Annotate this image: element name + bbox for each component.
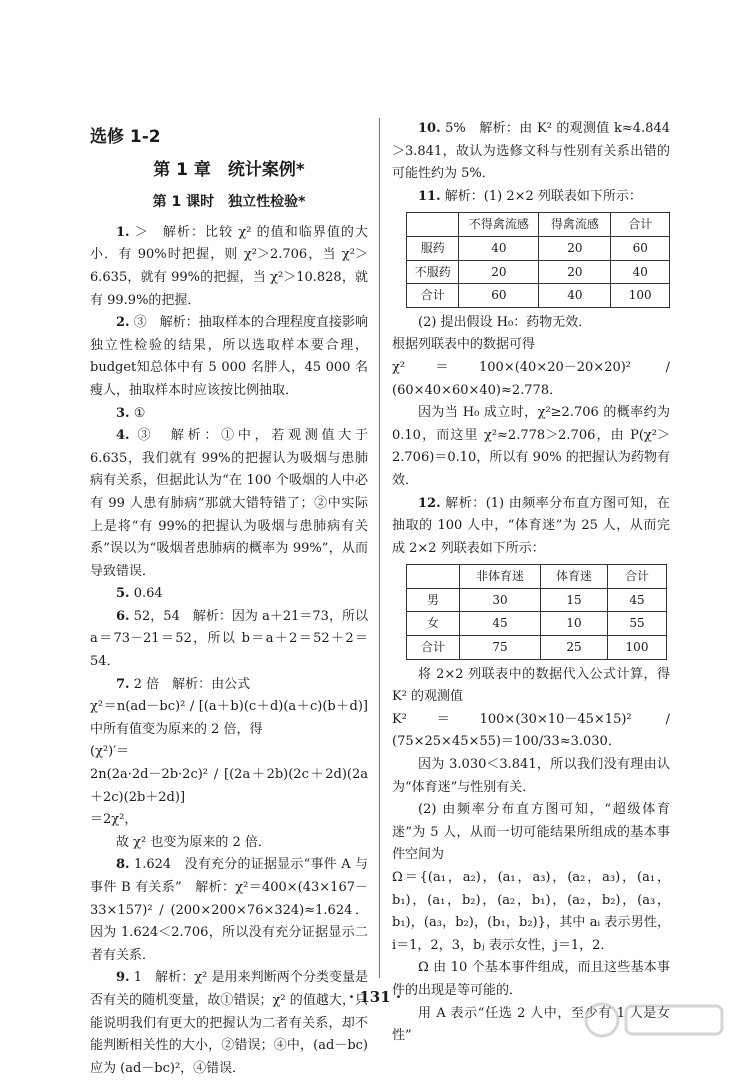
table-cell: 60 <box>459 284 539 308</box>
table-cell: 55 <box>608 612 667 636</box>
answer-7-formula-4: ＝2χ²， <box>90 812 138 828</box>
table-cell: 男 <box>407 588 460 612</box>
contingency-table-sports <box>406 564 667 659</box>
table-cell: 合计 <box>407 284 459 308</box>
table-cell: 40 <box>459 236 539 260</box>
answer-9: 9. 1 解析：χ² 是用来判断两个分类变量是否有关的随机变量，故①错误；χ² 的值越大，只能说明我们有更大的把握认为二者有关系，却不能判断相关性的大小，②错误；④中，(ad－bc) 应为 (ad－bc)²，④错误． <box>90 970 368 1076</box>
right-column <box>392 118 670 1048</box>
answer-1: 1. ＞ 解析：比较 χ² 的值和临界值的大小．有 90%时把握，则 χ²＞2.706，当 χ²＞6.635，就有 99%的把握，当 χ²＞10.828，就有 99.9%的把握． <box>90 224 368 308</box>
table-cell: 20 <box>539 236 611 260</box>
answer-12-formula: K²＝100×(30×10－45×15)² / (75×25×45×55)＝100/33≈3.030． <box>392 711 670 750</box>
table-cell: 100 <box>611 284 670 308</box>
table-row <box>407 612 667 636</box>
table-header-cell: 体育迷 <box>541 565 608 589</box>
table-cell: 20 <box>459 260 539 284</box>
table-cell: 40 <box>611 260 670 284</box>
answer-11: 11. 解析：(1) 2×2 列联表如下所示： <box>418 188 642 204</box>
table-header-cell <box>407 213 459 237</box>
answer-2: 2. ③ 解析：抽取样本的合理程度直接影响独立性检验的结果，所以选取样本要合理，budget知总体中有 5 000 名胖人，45 000 名瘦人，抽取样本时应该按比例抽取． <box>90 315 368 398</box>
table-cell: 45 <box>460 612 541 636</box>
table-cell: 20 <box>539 260 611 284</box>
answer-12-part-5: Ω 由 10 个基本事件组成，而且这些基本事件的出现是等可能的． <box>392 960 670 998</box>
answer-12-sample-space: Ω＝{(a₁，a₂)，(a₁，a₃)，(a₂，a₃)，(a₁，b₁)，(a₁，b₂)，(a₂，b₁)，(a₂，b₂)，(a₃，b₁)，(a₃，b₂)，(b₁，b₂)}，其中 aᵢ 表示男性，i＝1，2，3，bⱼ 表示女性，j＝1，2． <box>392 870 670 953</box>
table-cell: 不服药 <box>407 260 459 284</box>
answer-8: 8. 1.624 没有充分的证据显示“事件 A 与事件 B 有关系” 解析：χ²＝400×(43×167－33×157)² / (200×200×76×324)≈1.624．因为 1.624＜2.706，所以没有充分证据显示二者有关系． <box>90 857 368 963</box>
table-cell: 45 <box>608 588 667 612</box>
answer-12-part-3: 因为 3.030＜3.841，所以我们没有理由认为“体育迷”与性别有关． <box>392 757 670 795</box>
table-row <box>407 260 670 284</box>
page-number: · 131 · <box>348 988 402 1006</box>
table-cell: 40 <box>539 284 611 308</box>
table-row <box>407 636 667 660</box>
table-cell: 30 <box>460 588 541 612</box>
table-header-cell: 非体育迷 <box>460 565 541 589</box>
table-cell: 合计 <box>407 636 460 660</box>
answer-11-part-3: 根据列联表中的数据可得 <box>392 337 536 353</box>
answer-11-part-2: (2) 提出假设 H₀：药物无效． <box>418 314 592 330</box>
watermark-logo <box>582 996 732 1044</box>
table-header-row <box>407 565 667 589</box>
answer-10: 10. 5% 解析：由 K² 的观测值 k≈4.844＞3.841，故认为选修文科与性别有关系出错的可能性约为 5%． <box>392 121 670 182</box>
left-column <box>90 118 368 1080</box>
column-divider <box>379 118 380 978</box>
table-row <box>407 236 670 260</box>
table-cell: 服药 <box>407 236 459 260</box>
answer-7-formula-1: χ²＝n(ad－bc)² / [(a＋b)(c＋d)(a＋c)(b＋d)] 中所有值变为原来的 2 倍，得 <box>90 699 368 737</box>
table-header-cell: 合计 <box>611 213 670 237</box>
table-header-row <box>407 213 670 237</box>
chapter-title: 第 1 章 统计案例* <box>153 159 305 180</box>
table-cell: 15 <box>541 588 608 612</box>
table-header-cell: 不得禽流感 <box>459 213 539 237</box>
answer-12-part-6: 用 A 表示“任选 2 人中，至少有 1 人是女性” <box>392 1005 670 1044</box>
answer-7-formula-2: (χ²)′＝ <box>90 744 130 760</box>
table-row <box>407 284 670 308</box>
answer-12-part-4: (2) 由频率分布直方图可知，“超级体育迷”为 5 人，从而一切可能结果所组成的基本事件空间为 <box>392 802 670 863</box>
section-title: 选修 1-2 <box>90 127 161 147</box>
answer-7-conclusion: 故 χ² 也变为原来的 2 倍． <box>116 834 271 850</box>
answer-12: 12. 解析：(1) 由频率分布直方图可知，在抽取的 100 人中，“体育迷”为 25 人，从而完成 2×2 列联表如下所示： <box>392 495 670 556</box>
lesson-title: 第 1 课时 独立性检验* <box>152 194 306 211</box>
table-cell: 10 <box>541 612 608 636</box>
answer-11-part-4: 因为当 H₀ 成立时，χ²≥2.706 的概率约为 0.10，而这里 χ²≈2.778＞2.706，由 P(χ²＞2.706)＝0.10，所以有 90% 的把握认为药物有效． <box>392 405 670 488</box>
answer-7-formula-3: 2n(2a·2d－2b·2c)² / [(2a＋2b)(2c＋2d)(2a＋2c)(2b＋2d)] <box>90 767 368 805</box>
contingency-table-drug <box>406 212 670 307</box>
table-cell: 25 <box>541 636 608 660</box>
table-row <box>407 588 667 612</box>
answer-4: 4. ③ 解析：①中，若观测值大于 6.635，我们就有 99%的把握认为吸烟与患肺病有关系，但据此认为“在 100 个吸烟的人中必有 99 人患有肺病”那就大错特错了；②中实际上是将“有 99%的把握认为吸烟与患肺病有关系”误以为“吸烟者患肺病的概率为 99%”，从而导致错误． <box>90 428 368 579</box>
table-cell: 60 <box>611 236 670 260</box>
answer-3: 3. ① <box>116 405 146 421</box>
table-header-cell: 合计 <box>608 565 667 589</box>
table-cell: 女 <box>407 612 460 636</box>
table-header-cell <box>407 565 460 589</box>
answer-7: 7. 2 倍 解析：由公式 <box>116 676 251 692</box>
answer-11-formula: χ²＝100×(40×20－20×20)² / (60×40×60×40)≈2.778． <box>392 359 670 398</box>
table-header-cell: 得禽流感 <box>539 213 611 237</box>
answer-12-part-2: 将 2×2 列联表中的数据代入公式计算，得 K² 的观测值 <box>392 666 670 705</box>
answer-5: 5. 0.64 <box>116 586 163 602</box>
table-cell: 75 <box>460 636 541 660</box>
table-cell: 100 <box>608 636 667 660</box>
answer-6: 6. 52，54 解析：因为 a＋21＝73，所以 a＝73－21＝52，所以 b＝a＋2＝52＋2＝54． <box>90 608 368 670</box>
